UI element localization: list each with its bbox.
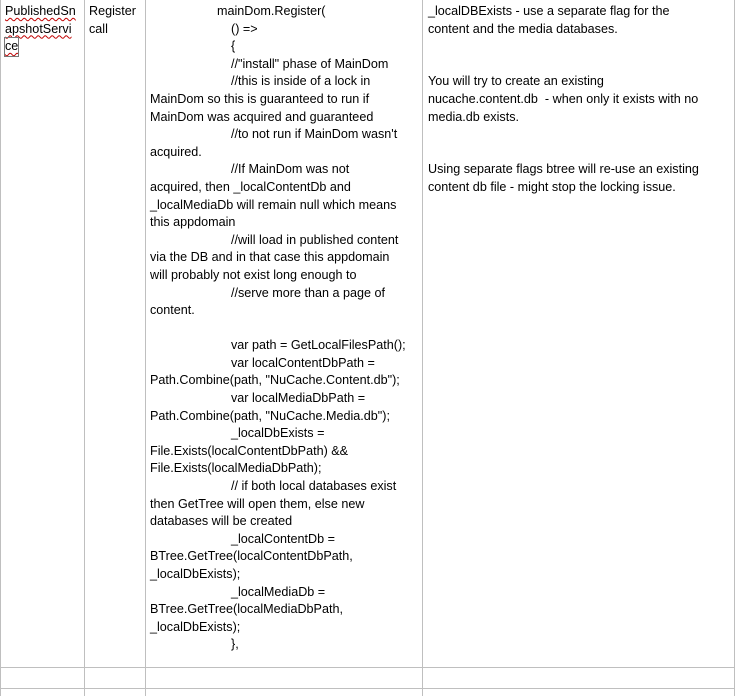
code-line: via the DB and in that case this appdomain <box>150 250 390 265</box>
note-line: You will try to create an existing <box>428 74 604 89</box>
code-line: _localDbExists); <box>150 619 241 634</box>
code-line: var localMediaDbPath = <box>231 391 366 406</box>
table-border <box>84 0 85 696</box>
code-line: databases will be created <box>150 514 293 529</box>
note-line: media.db exists. <box>428 109 519 124</box>
note-line <box>428 126 733 144</box>
code-line: //serve more than a page of <box>231 285 386 300</box>
component-text: PublishedSn <box>5 4 76 18</box>
code-line: () => <box>231 21 258 36</box>
notes-cell <box>428 3 733 197</box>
code-line: BTree.GetTree(localContentDbPath, <box>150 549 353 564</box>
code-line: }, <box>231 637 239 652</box>
table-border <box>734 0 735 696</box>
code-line: var path = GetLocalFilesPath(); <box>231 338 406 353</box>
code-line: then GetTree will open them, else new <box>150 496 365 511</box>
code-line: acquired. <box>150 144 202 159</box>
code-line: _localDbExists = <box>231 426 325 441</box>
code-line: mainDom.Register( <box>217 4 326 18</box>
code-line: _localMediaDb = <box>231 584 326 599</box>
table-border <box>0 667 735 668</box>
table-border <box>422 0 423 696</box>
code-line: BTree.GetTree(localMediaDbPath, <box>150 602 343 617</box>
table-border <box>0 688 735 689</box>
code-line: //this is inside of a lock in <box>231 74 371 89</box>
table-border <box>0 0 1 696</box>
code-line: // if both local databases exist <box>231 479 397 494</box>
code-line: will probably not exist long enough to <box>150 267 357 282</box>
note-line: _localDBExists - use a separate flag for the <box>428 4 670 18</box>
code-line: _localDbExists); <box>150 567 241 581</box>
component-cell <box>5 3 85 56</box>
method-text: Register <box>89 4 136 18</box>
code-line: MainDom so this is guaranteed to run if <box>150 91 370 106</box>
code-line: Path.Combine(path, "NuCache.Media.db"); <box>150 408 390 423</box>
method-text: call <box>89 21 108 36</box>
code-cell <box>150 3 422 654</box>
note-line <box>428 38 733 56</box>
component-text: apshotServi <box>5 21 72 36</box>
note-line: content and the media databases. <box>428 21 618 36</box>
code-line: File.Exists(localMediaDbPath); <box>150 461 322 476</box>
code-line: acquired, then _localContentDb and <box>150 179 351 194</box>
code-line: //to not run if MainDom wasn't <box>231 127 398 142</box>
method-cell <box>89 3 145 38</box>
note-line: nucache.content.db - when only it exists with no <box>428 91 699 106</box>
note-line: Using separate flags btree will re-use an existing <box>428 162 699 177</box>
code-line: Path.Combine(path, "NuCache.Content.db"); <box>150 373 400 388</box>
code-line: this appdomain <box>150 215 236 230</box>
code-line: MainDom was acquired and guaranteed <box>150 109 374 124</box>
note-line <box>428 56 733 74</box>
note-line <box>428 144 733 162</box>
component-text: ce <box>5 38 18 56</box>
code-line: var localContentDbPath = <box>231 355 375 370</box>
code-line: //If MainDom was not <box>231 162 350 177</box>
note-line: content db file - might stop the locking issue. <box>428 179 676 194</box>
code-line: content. <box>150 303 195 318</box>
code-line: //"install" phase of MainDom <box>231 56 389 71</box>
code-line <box>150 320 422 338</box>
code-line: _localMediaDb will remain null which means <box>150 197 397 212</box>
code-line: _localContentDb = <box>231 531 335 546</box>
table-border <box>145 0 146 696</box>
code-line: { <box>231 39 236 54</box>
code-line: File.Exists(localContentDbPath) && <box>150 443 349 458</box>
code-line: //will load in published content <box>231 232 399 247</box>
